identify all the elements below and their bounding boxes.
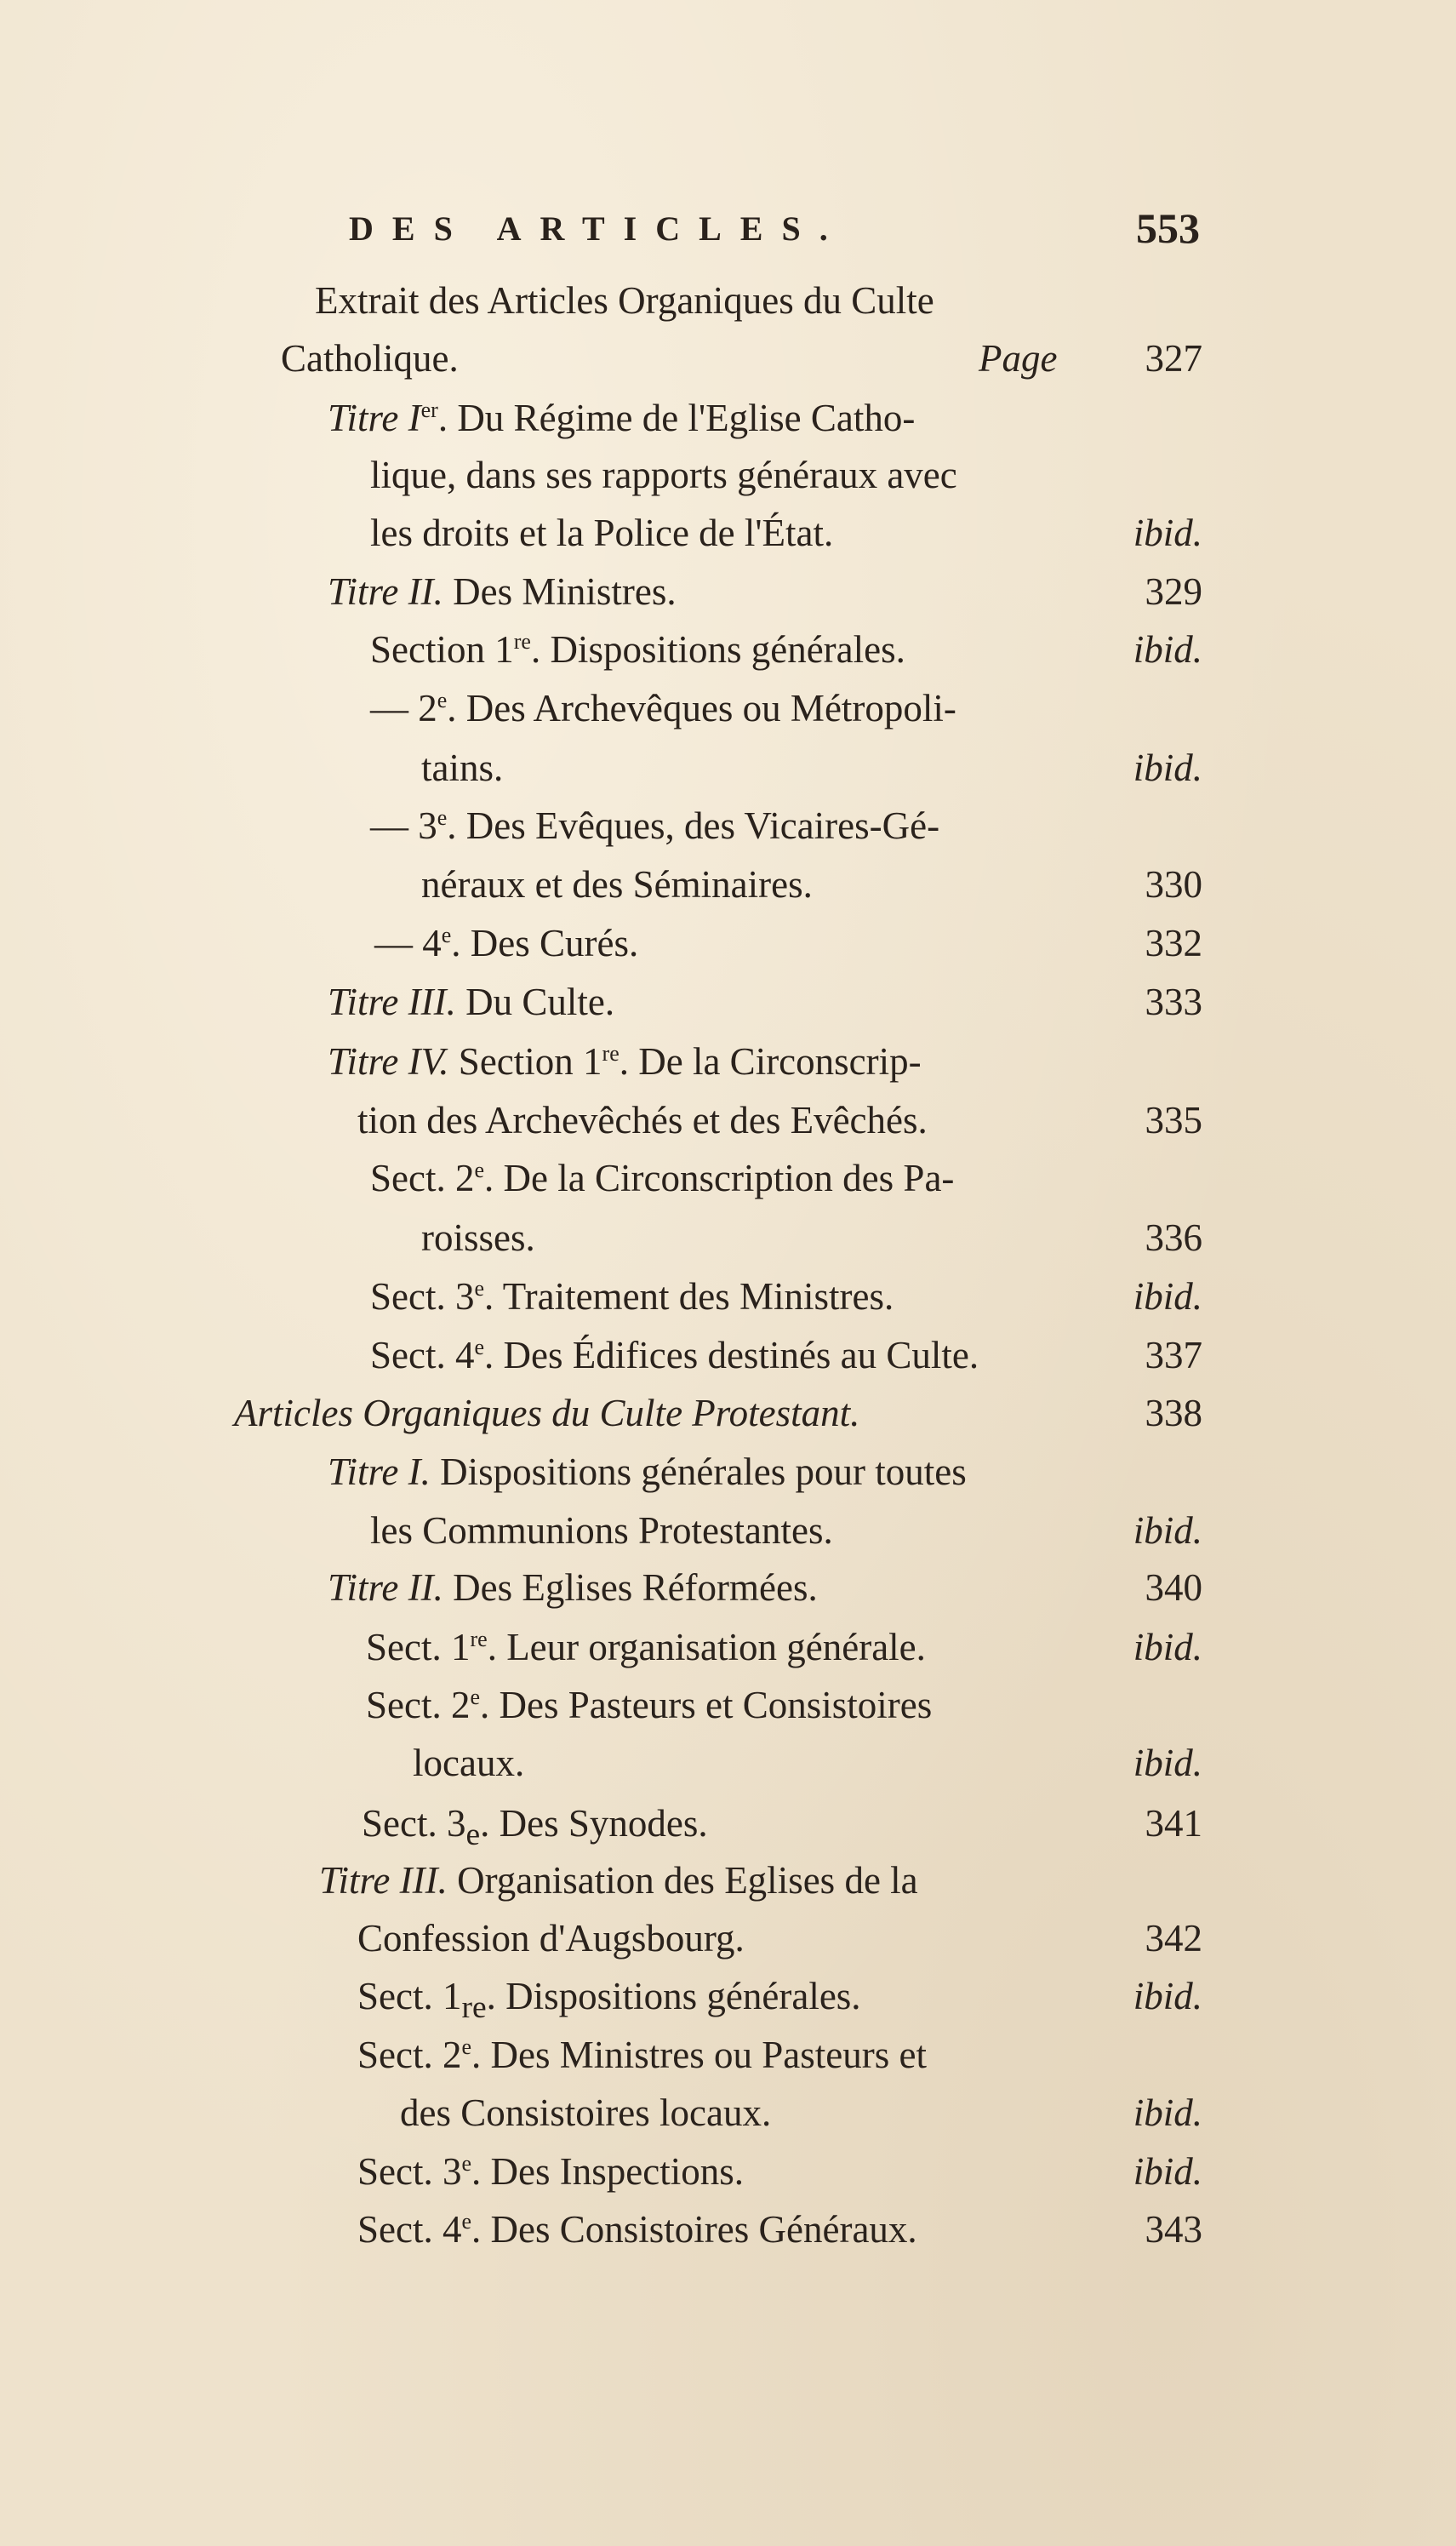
toc-entry — [400, 2083, 1202, 2143]
entry-text: — 3 — [370, 804, 437, 847]
toc-entry — [370, 796, 939, 855]
entry-text: néraux et des Séminaires. — [421, 863, 813, 906]
entry-text: . Leur organisation générale. — [487, 1626, 926, 1668]
toc-entry — [328, 562, 1202, 621]
toc-entry — [421, 1208, 1202, 1267]
toc-entry — [328, 1558, 1202, 1617]
entry-text: — 4 — [374, 922, 442, 964]
entry-text: Du Culte. — [455, 981, 615, 1023]
entry-text: Confession d'Augsbourg. — [357, 1917, 745, 1960]
entry-label: Titre I. — [328, 1450, 431, 1493]
entry-text: Sect. 4 — [370, 1334, 475, 1376]
entry-page-ref: ibid. — [1133, 1626, 1202, 1668]
entry-text: des Consistoires locaux. — [400, 2091, 772, 2134]
entry-text: . Traitement des Ministres. — [484, 1275, 894, 1318]
entry-page-ref: 330 — [1145, 863, 1202, 906]
entry-text: . Des Synodes. — [480, 1802, 708, 1845]
toc-entry — [370, 678, 956, 738]
toc-entry — [374, 913, 1202, 973]
superscript: e — [461, 2151, 472, 2176]
toc-entry — [357, 2200, 1202, 2259]
superscript: e — [474, 1335, 485, 1359]
superscript: re — [513, 629, 531, 654]
toc-entry — [366, 1617, 1202, 1677]
toc-entry — [421, 855, 1202, 914]
entry-label: Titre II. — [328, 570, 443, 613]
entry-text: Sect. 4 — [357, 2208, 462, 2251]
entry-text: Sect. 1 — [366, 1626, 471, 1668]
entry-label: Titre I — [328, 397, 421, 439]
entry-text: Sect. 2 — [357, 2034, 462, 2076]
toc-entry — [370, 503, 1202, 563]
toc-entry — [328, 1442, 967, 1502]
superscript: e — [461, 2034, 472, 2059]
superscript: er — [420, 398, 438, 422]
entry-label: Titre III. — [319, 1859, 448, 1902]
toc-entry — [234, 1383, 1202, 1443]
entry-text: Des Eglises Réformées. — [443, 1566, 818, 1609]
entry-text: tains. — [421, 747, 504, 789]
entry-text: les droits et la Police de l'État. — [370, 512, 834, 554]
entry-page-ref: ibid. — [1133, 747, 1202, 789]
toc-entry — [319, 1851, 918, 1910]
entry-text: Dispositions générales pour toutes — [430, 1450, 967, 1493]
entry-label: Titre IV. — [328, 1040, 449, 1083]
toc-entry — [328, 388, 915, 448]
entry-page-ref: ibid. — [1133, 1275, 1202, 1318]
entry-text: Catholique. — [281, 337, 459, 380]
entry-page-ref: 336 — [1145, 1216, 1202, 1259]
entry-text: Extrait des Articles Organiques du Culte — [315, 279, 934, 322]
entry-page-ref: ibid. — [1133, 512, 1202, 554]
entry-text: . Des Inspections. — [471, 2150, 744, 2193]
entry-text: — 2 — [370, 687, 437, 729]
entry-page-ref: 327 — [1145, 337, 1202, 380]
entry-text: Sect. 3 — [362, 1802, 466, 1845]
subscript: re — [461, 1990, 487, 2025]
entry-page-ref: ibid. — [1133, 628, 1202, 671]
entry-page-ref: 332 — [1145, 922, 1202, 964]
toc-entry — [413, 1733, 1202, 1793]
toc-entry — [370, 620, 1202, 679]
entry-text: Sect. 2 — [366, 1684, 471, 1726]
entry-page-ref: 343 — [1145, 2208, 1202, 2251]
entry-text: tion des Archevêchés et des Evêchés. — [357, 1099, 928, 1141]
toc-entry — [328, 972, 1202, 1032]
toc-entry — [370, 1501, 1202, 1560]
page-label: Page — [979, 337, 1058, 380]
superscript: re — [470, 1627, 488, 1651]
entry-page-ref: 329 — [1145, 570, 1202, 613]
superscript: e — [461, 2209, 472, 2234]
superscript: re — [602, 1041, 620, 1066]
entry-text: . De la Circonscrip- — [619, 1040, 922, 1083]
entry-text: . Du Régime de l'Eglise Catho- — [437, 397, 916, 439]
entry-text: . Des Consistoires Généraux. — [471, 2208, 917, 2251]
entry-text: Des Ministres. — [443, 570, 677, 613]
entry-page-ref: 342 — [1145, 1917, 1202, 1960]
superscript: e — [441, 923, 452, 947]
superscript: e — [474, 1276, 485, 1301]
entry-text: . Dispositions générales. — [486, 1975, 861, 2017]
entry-text: locaux. — [413, 1742, 525, 1784]
toc-entry — [370, 1267, 1202, 1326]
entry-label: Articles Organiques du Culte Protestant. — [234, 1392, 860, 1434]
entry-text: . De la Circonscription des Pa- — [484, 1157, 955, 1199]
entry-text: . Dispositions générales. — [530, 628, 905, 671]
entry-text: Sect. 3 — [370, 1275, 475, 1318]
entry-text: . Des Pasteurs et Consistoires — [480, 1684, 933, 1726]
superscript: e — [470, 1685, 481, 1709]
toc-entry — [357, 1090, 1202, 1150]
entry-text: Sect. 2 — [370, 1157, 475, 1199]
entry-page-ref: ibid. — [1133, 2150, 1202, 2193]
page-header — [349, 204, 1200, 260]
entry-text: . Des Édifices destinés au Culte. — [484, 1334, 979, 1376]
entry-text: . Des Ministres ou Pasteurs et — [471, 2034, 927, 2076]
superscript: e — [437, 805, 448, 830]
toc-entry — [370, 445, 957, 505]
entry-page-ref: ibid. — [1133, 1509, 1202, 1552]
entry-page-ref: ibid. — [1133, 2091, 1202, 2134]
toc-entry — [370, 1325, 1202, 1385]
toc-entry — [281, 329, 1202, 388]
toc-entry — [357, 1908, 1202, 1968]
entry-text: les Communions Protestantes. — [370, 1509, 833, 1552]
entry-text: . Des Archevêques ou Métropoli- — [447, 687, 956, 729]
superscript: e — [437, 688, 448, 712]
entry-text: Sect. 1 — [357, 1975, 462, 2017]
entry-label: Titre II. — [328, 1566, 443, 1609]
entry-text: Sect. 3 — [357, 2150, 462, 2193]
toc-entry — [370, 1148, 954, 1208]
subscript: e — [465, 1817, 481, 1852]
toc-entry — [328, 1032, 922, 1091]
entry-page-ref: ibid. — [1133, 1975, 1202, 2017]
entry-text: . Des Curés. — [451, 922, 639, 964]
entry-text: Section 1 — [370, 628, 514, 671]
entry-page-ref: 340 — [1145, 1566, 1202, 1609]
entry-page-ref: ibid. — [1133, 1742, 1202, 1784]
running-title: DES ARTICLES. — [349, 209, 847, 248]
entry-text: Section 1 — [448, 1040, 602, 1083]
entry-text: lique, dans ses rapports généraux avec — [370, 454, 957, 496]
page-number: 553 — [1136, 204, 1200, 252]
entry-page-ref: 335 — [1145, 1099, 1202, 1141]
toc-entry — [366, 1675, 932, 1735]
entry-text: Organisation des Eglises de la — [447, 1859, 918, 1902]
toc-entry — [357, 2142, 1202, 2201]
entry-page-ref: 337 — [1145, 1334, 1202, 1376]
toc-entry — [357, 2025, 927, 2085]
entry-label: Titre III. — [328, 981, 456, 1023]
entry-page-ref: 333 — [1145, 981, 1202, 1023]
entry-text: roisses. — [421, 1216, 535, 1259]
entry-text: . Des Evêques, des Vicaires-Gé- — [447, 804, 940, 847]
toc-entry — [315, 271, 934, 330]
entry-page-ref: 338 — [1145, 1392, 1202, 1434]
superscript: e — [474, 1158, 485, 1182]
entry-page-ref: 341 — [1145, 1802, 1202, 1845]
toc-entry — [421, 738, 1202, 798]
